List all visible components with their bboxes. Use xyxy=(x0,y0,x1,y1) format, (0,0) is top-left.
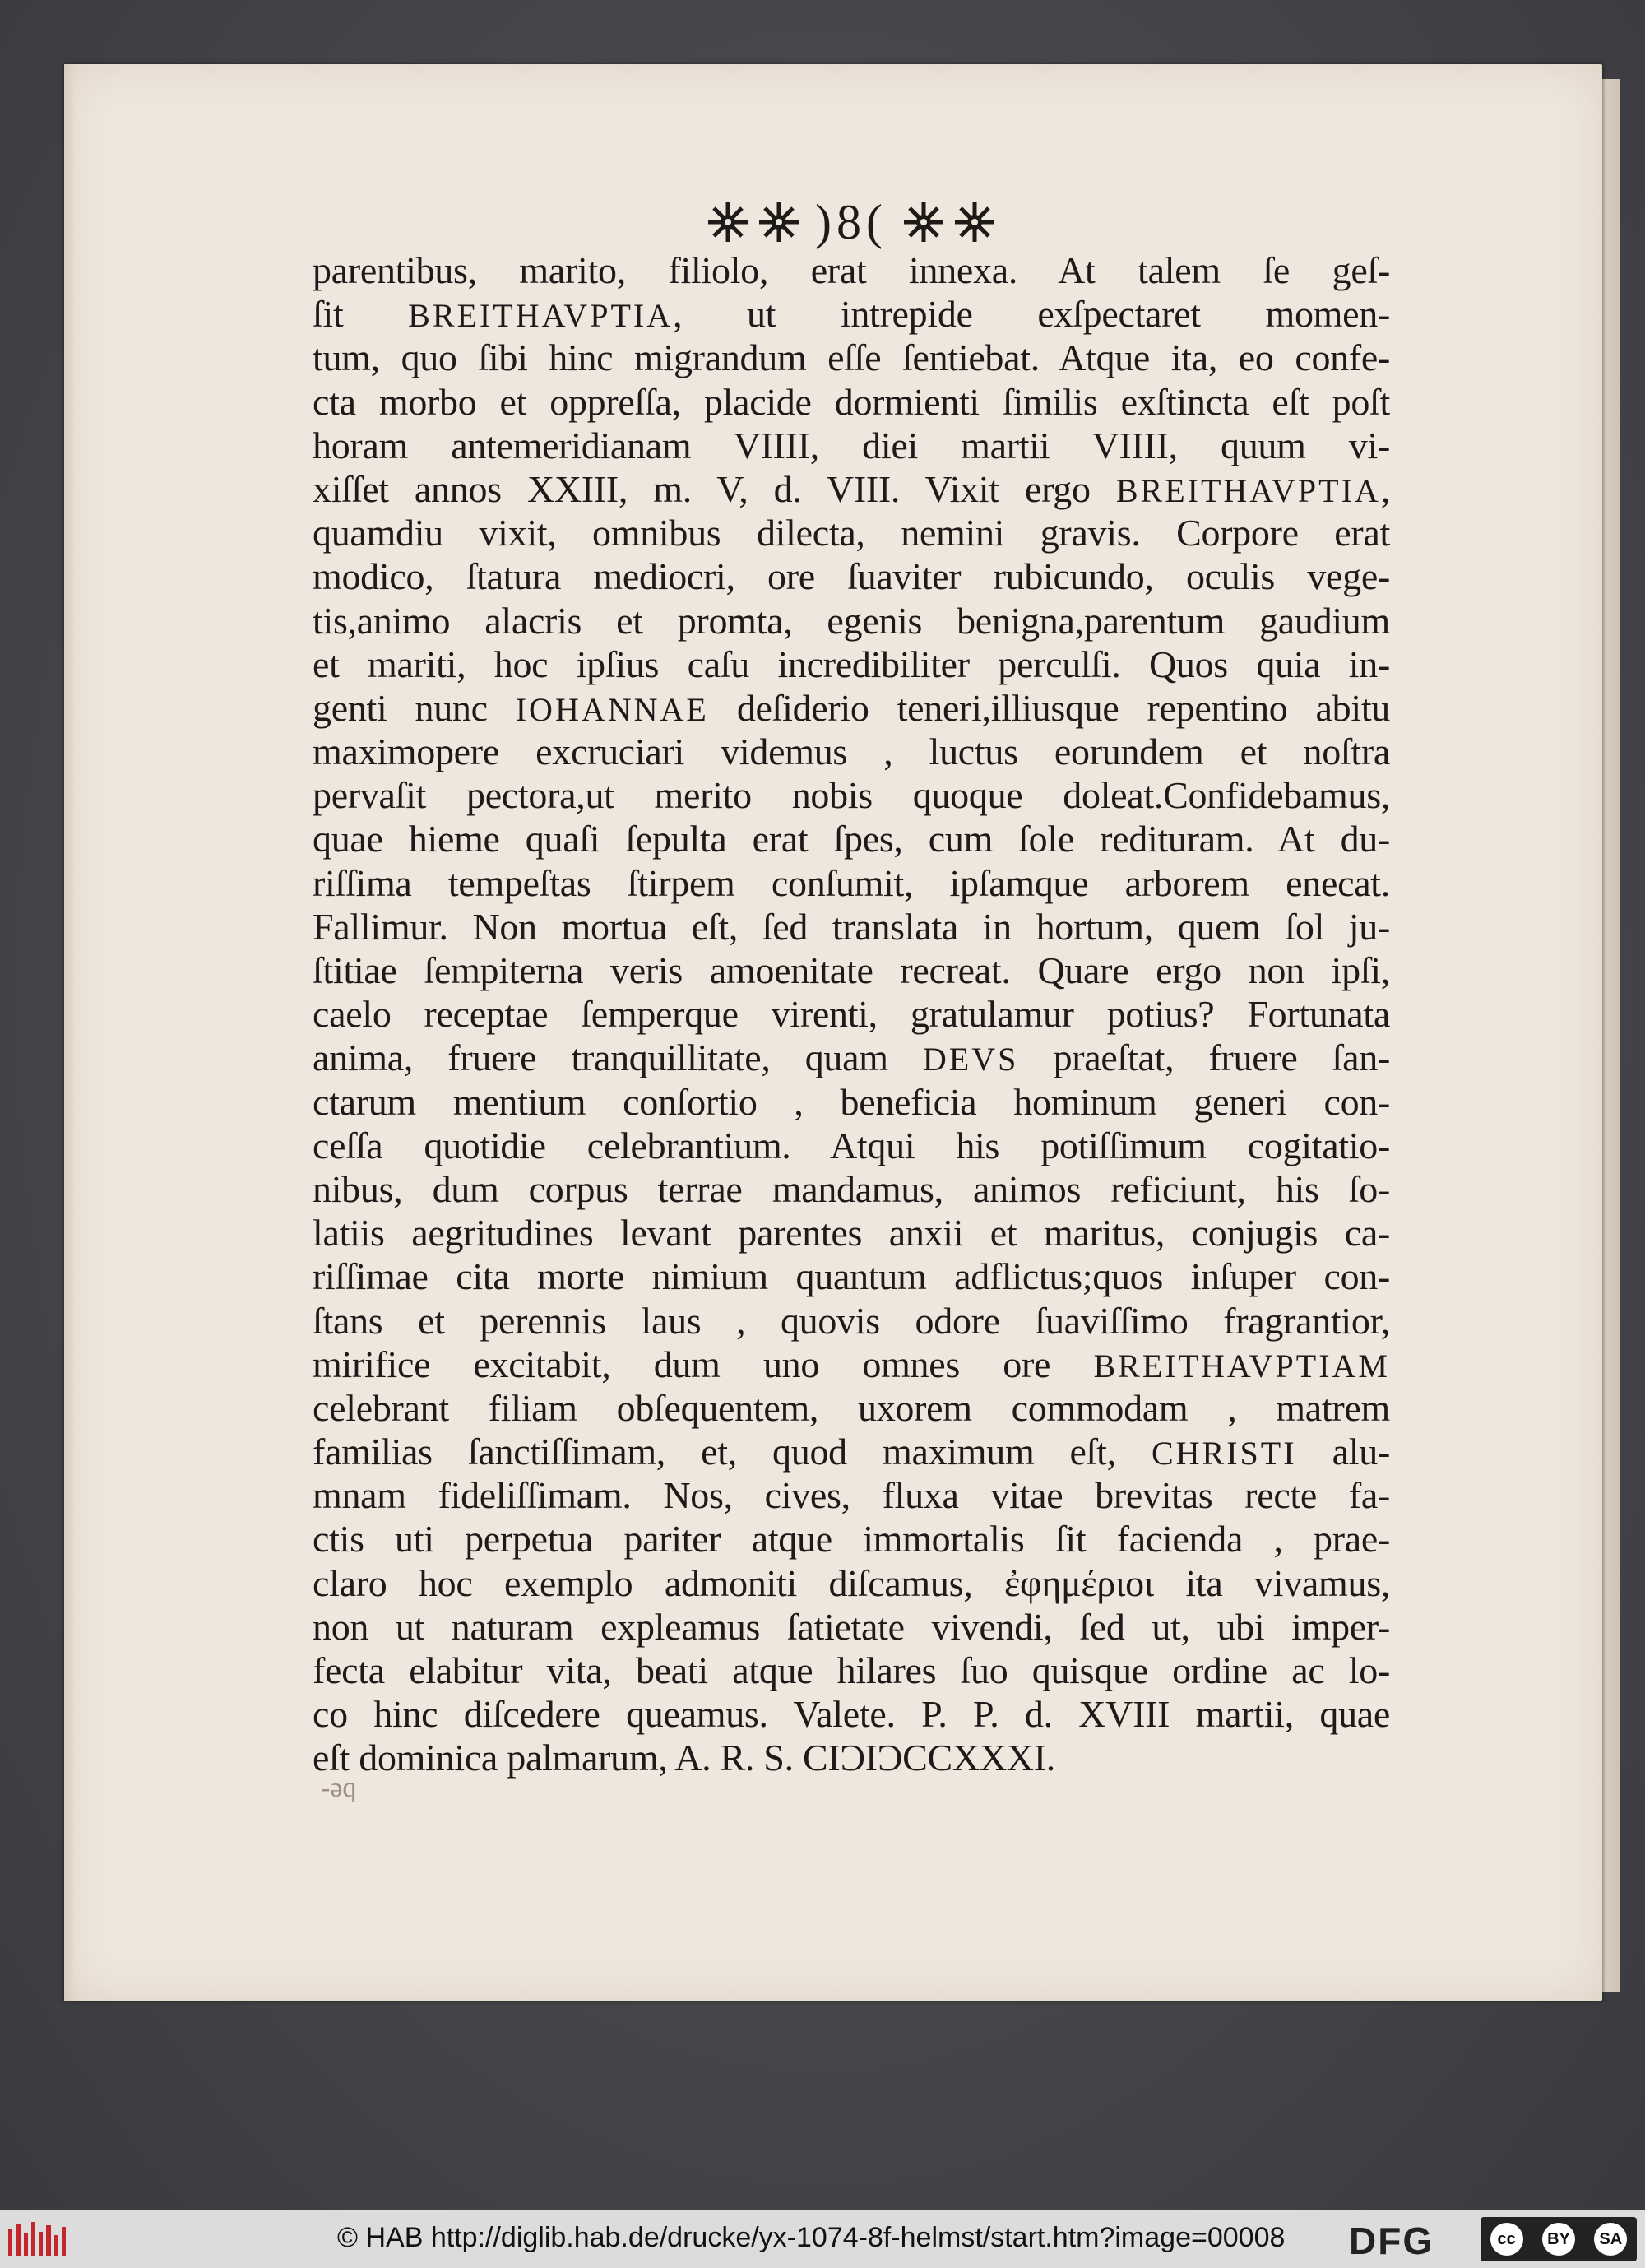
text-run: ctarum mentium conſortio , beneficia hominum generi con- xyxy=(313,1080,1390,1123)
text-line xyxy=(313,1605,1390,1649)
attribution-link[interactable]: © HAB http://diglib.hab.de/drucke/yx-1074-8f-helmst/start.htm?image=00008 xyxy=(337,2222,1286,2253)
text-line xyxy=(313,467,1390,511)
text-run: deſiderio teneri,illiusque repentino abitu xyxy=(708,686,1390,729)
text-line xyxy=(313,1124,1390,1167)
text-run: claro hoc exemplo admoniti diſcamus, ἐφημέριοι ita vivamus, xyxy=(313,1561,1390,1604)
text-run: fecta elabitur vita, beati atque hilares ſuo quisque ordine ac lo- xyxy=(313,1649,1390,1691)
binding-thread xyxy=(1606,921,1607,1028)
text-run: horam antemeridianam VIIII, diei martii VIIII, quum vi- xyxy=(313,424,1390,466)
text-run: ſtans et perennis laus , quovis odore ſuaviſſimo fragrantior, xyxy=(313,1299,1390,1342)
text-line xyxy=(313,1692,1390,1736)
text-run: riſſimae cita morte nimium quantum adflictus;quos inſuper con- xyxy=(313,1255,1390,1298)
text-line xyxy=(313,948,1390,992)
dfg-logo: DFG xyxy=(1349,2219,1434,2262)
text-line xyxy=(313,1517,1390,1561)
rosette-ornament-icon xyxy=(707,201,749,243)
text-run: genti nunc xyxy=(313,686,516,729)
rosette-ornament-icon xyxy=(758,201,800,243)
text-run: maximopere excruciari videmus , luctus eorundem et noſtra xyxy=(313,730,1390,773)
header-left-bracket: ) xyxy=(815,195,836,249)
page-shadow xyxy=(64,64,76,2001)
text-line xyxy=(313,1211,1390,1255)
text-line xyxy=(313,1343,1390,1386)
text-run: praeſtat, fruere ſan- xyxy=(1018,1037,1390,1079)
text-line xyxy=(313,248,1390,292)
footer-bar xyxy=(0,2210,1645,2268)
body-text xyxy=(313,248,1390,1780)
text-run: familias ſanctiſſimam, et, quod maximum eſt, xyxy=(313,1431,1152,1473)
text-line xyxy=(313,1255,1390,1298)
text-run: ceſſa quotidie celebrantium. Atqui his potiſſimum cogitatio- xyxy=(313,1124,1390,1166)
text-line xyxy=(313,599,1390,642)
text-run: cta morbo et oppreſſa, placide dormienti ſimilis exſtincta eſt poſt xyxy=(313,380,1390,423)
cc-icon: cc xyxy=(1490,2223,1523,2256)
text-run: , xyxy=(1380,467,1390,510)
text-run: modico, ſtatura mediocri, ore ſuaviter rubicundo, oculis vege- xyxy=(313,555,1390,598)
text-run: celebrant filiam obſequentem, uxorem commodam , matrem xyxy=(313,1386,1390,1429)
page-header xyxy=(695,196,1008,248)
small-caps-name: CHRISTI xyxy=(1151,1435,1297,1473)
text-run: mnam fideliſſimam. Nos, cives, fluxa vitae brevitas recte fa- xyxy=(313,1474,1390,1517)
text-run: riſſima tempeſtas ſtirpem conſumit, ipſamque arborem enecat. xyxy=(313,861,1390,904)
text-line xyxy=(313,642,1390,686)
text-line xyxy=(313,1736,1390,1779)
text-line xyxy=(313,1386,1390,1430)
text-run: quae hieme quaſi ſepulta erat ſpes, cum ſole redituram. At du- xyxy=(313,818,1390,860)
page-number xyxy=(815,197,887,247)
text-run: caelo receptae ſemperque virenti, gratulamur potius? Fortunata xyxy=(313,993,1390,1036)
rosette-ornament-icon xyxy=(902,201,945,243)
sa-icon: SA xyxy=(1594,2223,1627,2256)
text-run: alu- xyxy=(1296,1431,1390,1473)
text-run: et mariti, hoc ipſius caſu incredibiliter perculſi. Quos quia in- xyxy=(313,642,1390,685)
small-caps-name: BREITHAVPTIA xyxy=(408,297,674,335)
text-run: anima, fruere tranquillitate, quam xyxy=(313,1037,923,1079)
text-run: ſit xyxy=(313,293,409,336)
text-line xyxy=(313,511,1390,554)
text-run: tum, quo ſibi hinc migrandum eſſe ſentiebat. Atque ita, eo confe- xyxy=(313,336,1390,379)
text-run: , ut intrepide exſpectaret momen- xyxy=(673,293,1390,336)
rosette-ornament-icon xyxy=(953,201,996,243)
small-caps-name: BREITHAVPTIA xyxy=(1115,471,1381,509)
text-line xyxy=(313,1561,1390,1605)
text-line xyxy=(313,292,1390,336)
text-run: nibus, dum corpus terrae mandamus, animos reficiunt, his ſo- xyxy=(313,1167,1390,1210)
text-line xyxy=(313,1167,1390,1211)
text-run: non ut naturam expleamus ſatietate vivendi, ſed ut, ubi imper- xyxy=(313,1605,1390,1648)
text-line xyxy=(313,554,1390,598)
page-number-value: 8 xyxy=(836,195,866,249)
license-badge[interactable] xyxy=(1480,2217,1637,2261)
text-line xyxy=(313,336,1390,379)
text-line xyxy=(313,686,1390,730)
text-line xyxy=(313,992,1390,1036)
small-caps-name: DEVS xyxy=(922,1041,1019,1078)
small-caps-name: BREITHAVPTIAM xyxy=(1093,1347,1390,1384)
text-line xyxy=(313,861,1390,905)
text-run: quamdiu vixit, omnibus dilecta, nemini gravis. Corpore erat xyxy=(313,512,1390,554)
text-line xyxy=(313,1649,1390,1692)
text-line xyxy=(313,1473,1390,1517)
text-run: Fallimur. Non mortua eſt, ſed translata in hortum, quem ſol ju- xyxy=(313,905,1390,948)
text-line xyxy=(313,1080,1390,1124)
text-line xyxy=(313,1430,1390,1473)
text-run: ſtitiae ſempiterna veris amoenitate recreat. Quare ergo non ipſi, xyxy=(313,949,1390,991)
text-run: co hinc diſcedere queamus. Valete. P. P. d. XVIII martii, quae xyxy=(313,1693,1390,1736)
text-line xyxy=(313,773,1390,817)
text-run: latiis aegritudines levant parentes anxii et maritus, conjugis ca- xyxy=(313,1212,1390,1255)
text-line xyxy=(313,424,1390,467)
catchword: -ǝq xyxy=(321,1773,357,1803)
text-line xyxy=(313,905,1390,948)
text-run: mirifice excitabit, dum uno omnes ore xyxy=(313,1343,1094,1385)
text-run: pervaſit pectora,ut merito nobis quoque doleat.Confidebamus, xyxy=(313,774,1390,817)
text-run: parentibus, marito, filiolo, erat innexa. At talem ſe geſ- xyxy=(313,249,1390,291)
text-run: ctis uti perpetua pariter atque immortalis ſit facienda , prae- xyxy=(313,1518,1390,1561)
hab-logo-icon xyxy=(8,2222,66,2256)
text-line xyxy=(313,1036,1390,1079)
text-line xyxy=(313,817,1390,860)
small-caps-name: IOHANNAE xyxy=(515,690,709,728)
text-line xyxy=(313,1299,1390,1343)
text-line xyxy=(313,730,1390,773)
text-run: eſt dominica palmarum, A. R. S. CIƆIƆCCXXXI. xyxy=(313,1737,1055,1779)
text-run: xiſſet annos XXIII, m. V, d. VIII. Vixit ergo xyxy=(313,467,1116,510)
binding-thread xyxy=(1602,177,1604,226)
text-line xyxy=(313,380,1390,424)
header-right-bracket: ( xyxy=(866,195,887,249)
by-icon: BY xyxy=(1542,2223,1575,2256)
text-run: tis,animo alacris et promta, egenis benigna,parentum gaudium xyxy=(313,599,1390,642)
